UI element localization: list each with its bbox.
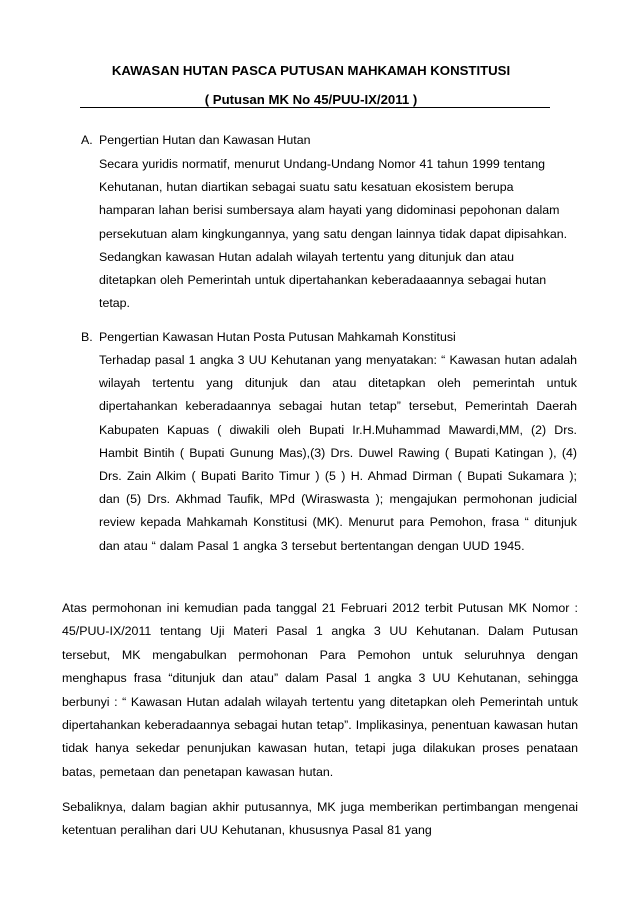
document-subtitle: ( Putusan MK No 45/PUU-IX/2011 ) (204, 92, 418, 107)
body-paragraph-2: Sebaliknya, dalam bagian akhir putusannya, MK juga memberikan pertimbangan mengenai ketentuan peralihan dari UU Kehutanan, khususnya Pasal 81 yang (62, 800, 578, 838)
section-a-heading: Pengertian Hutan dan Kawasan Hutan (99, 133, 311, 147)
body-paragraph-1: Atas permohonan ini kemudian pada tanggal 21 Februari 2012 terbit Putusan MK Nomor : 45/PUU-IX/2011 tentang Uji Materi Pasal 1 angka 3 UU Kehutanan. Dalam Putusan tersebut, MK mengabulkan permohonan Para Pemohon untuk seluruhnya dengan menghapus frasa “ditunjuk dan atau” dalam Pasal 1 angka 3 UU Kehutanan, sehingga berbunyi : “ Kawasan Hutan adalah wilayah tertentu yang ditetapkan oleh Pemerintah untuk dipertahankan keberadaannya sebagai hutan tetap”. Implikasinya, penentuan kawasan hutan tidak hanya sekedar penunjukan kawasan hutan, tetapi juga dilakukan proses penataan batas, pemetaan dan penetapan kawasan hutan. (62, 601, 578, 779)
section-b-label: B. (81, 330, 93, 344)
section-a-text: Secara yuridis normatif, menurut Undang-Undang Nomor 41 tahun 1999 tentang Kehutanan, hutan diartikan sebagai suatu satu kesatuan ekosistem berupa hamparan lahan berisi sumbersaya alam hayati yang didominasi pepohonan dalam persekutuan alam kingkungannya, yang satu dengan lainnya tidak dapat dipisahkan. Sedangkan kawasan Hutan adalah wilayah tertentu yang ditunjuk dan atau ditetapkan oleh Pemerintah untuk dipertahankan keberadaaannya sebagai hutan tetap. (99, 157, 568, 311)
section-b-text: Terhadap pasal 1 angka 3 UU Kehutanan yang menyatakan: “ Kawasan hutan adalah wilayah tertentu yang ditunjuk dan atau ditetapkan oleh pemerintah untuk dipertahankan keberadaannya sebagai hutan tetap” tersebut, Pemerintah Daerah Kabupaten Kapuas ( diwakili oleh Bupati Ir.H.Muhammad Mawardi,MM, (2) Drs. Hambit Bintih ( Bupati Gunung Mas),(3) Drs. Duwel Rawing ( Bupati Katingan ), (4) Drs. Zain Alkim ( Bupati Barito Timur ) (5 ) H. Ahmad Dirman ( Bupati Sukamara ); dan (5) Drs. Akhmad Taufik, MPd (Wiraswasta ); mengajukan permohonan judicial review kepada Mahkamah Konstitusi (MK). Menurut para Pemohon, frasa “ ditunjuk dan atau “ dalam Pasal 1 angka 3 tersebut bertentangan dengan UUD 1945. (99, 353, 577, 553)
section-b-heading: Pengertian Kawasan Hutan Posta Putusan Mahkamah Konstitusi (99, 330, 456, 344)
title-divider (80, 107, 550, 108)
section-a-label: A. (81, 133, 93, 147)
document-title: KAWASAN HUTAN PASCA PUTUSAN MAHKAMAH KONSTITUSI (111, 63, 511, 78)
